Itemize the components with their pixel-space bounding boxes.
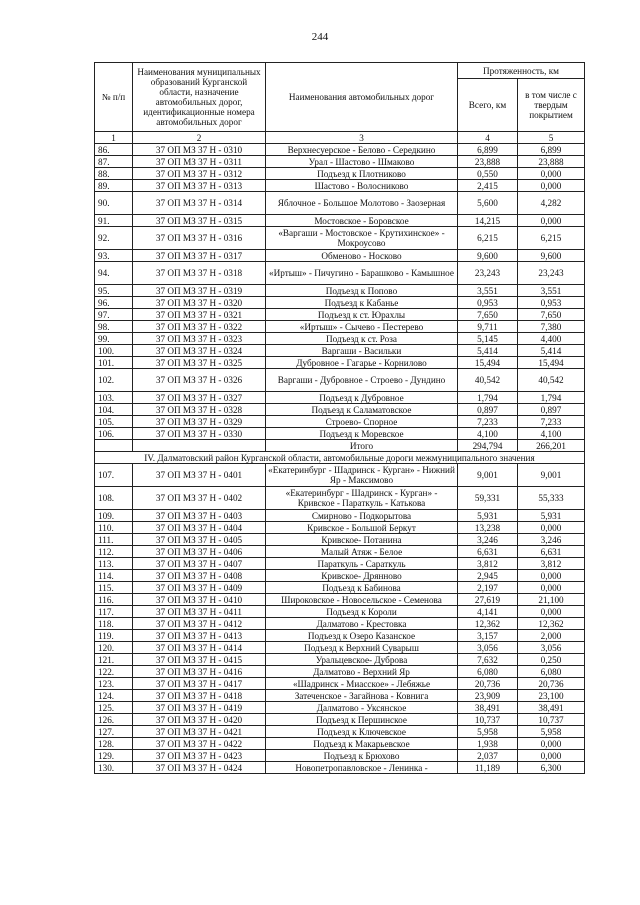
length-hard: 0,000 bbox=[518, 582, 585, 594]
table-row bbox=[95, 404, 585, 416]
length-total: 5,958 bbox=[458, 726, 518, 738]
table-row bbox=[95, 522, 585, 534]
length-total: 13,238 bbox=[458, 522, 518, 534]
road-id: 37 ОП МЗ 37 Н - 0414 bbox=[133, 642, 266, 654]
row-number: 90. bbox=[95, 192, 133, 215]
length-hard: 0,000 bbox=[518, 570, 585, 582]
header-municipality: Наименования муниципальных образований Курганской области, назначение автомобильных дорог, идентификационные номера автомобильных дорог bbox=[133, 63, 266, 132]
road-name: Подъезд к Озеро Казанское bbox=[266, 630, 458, 642]
road-name: Мостовское - Боровское bbox=[266, 215, 458, 227]
table-row bbox=[95, 558, 585, 570]
length-hard: 4,400 bbox=[518, 333, 585, 345]
road-id: 37 ОП МЗ 37 Н - 0402 bbox=[133, 487, 266, 510]
length-total: 2,197 bbox=[458, 582, 518, 594]
length-hard: 0,000 bbox=[518, 738, 585, 750]
table-header bbox=[95, 63, 585, 144]
road-id: 37 ОП МЗ 37 Н - 0313 bbox=[133, 180, 266, 192]
road-id: 37 ОП МЗ 37 Н - 0321 bbox=[133, 309, 266, 321]
road-id: 37 ОП МЗ 37 Н - 0413 bbox=[133, 630, 266, 642]
row-number: 109. bbox=[95, 510, 133, 522]
road-id: 37 ОП МЗ 37 Н - 0401 bbox=[133, 464, 266, 487]
table-row bbox=[95, 309, 585, 321]
row-number: 103. bbox=[95, 392, 133, 404]
road-id: 37 ОП МЗ 37 Н - 0315 bbox=[133, 215, 266, 227]
length-total: 3,157 bbox=[458, 630, 518, 642]
length-hard: 23,243 bbox=[518, 262, 585, 285]
length-hard: 5,931 bbox=[518, 510, 585, 522]
length-hard: 3,056 bbox=[518, 642, 585, 654]
length-hard: 3,812 bbox=[518, 558, 585, 570]
row-number: 129. bbox=[95, 750, 133, 762]
road-name: Подъезд к Кабанье bbox=[266, 297, 458, 309]
road-name: Подъезд к Саламатовское bbox=[266, 404, 458, 416]
road-id: 37 ОП МЗ 37 Н - 0419 bbox=[133, 702, 266, 714]
length-total: 1,938 bbox=[458, 738, 518, 750]
road-id: 37 ОП МЗ 37 Н - 0310 bbox=[133, 144, 266, 156]
length-hard: 6,631 bbox=[518, 546, 585, 558]
table-row bbox=[95, 546, 585, 558]
table-row bbox=[95, 392, 585, 404]
row-number: 123. bbox=[95, 678, 133, 690]
road-name: Строево- Спорное bbox=[266, 416, 458, 428]
header-length: Протяженность, км bbox=[458, 63, 585, 79]
road-id: 37 ОП МЗ 37 Н - 0416 bbox=[133, 666, 266, 678]
table-row bbox=[95, 702, 585, 714]
length-hard: 1,794 bbox=[518, 392, 585, 404]
length-total: 23,909 bbox=[458, 690, 518, 702]
header-index: 4 bbox=[458, 132, 518, 144]
row-number: 104. bbox=[95, 404, 133, 416]
road-id: 37 ОП МЗ 37 Н - 0417 bbox=[133, 678, 266, 690]
roads-table bbox=[94, 62, 585, 774]
row-number: 110. bbox=[95, 522, 133, 534]
road-id: 37 ОП МЗ 37 Н - 0326 bbox=[133, 369, 266, 392]
total-hard: 266,201 bbox=[518, 440, 585, 452]
row-number: 95. bbox=[95, 285, 133, 297]
road-name: Подъезд к Верхний Суварыш bbox=[266, 642, 458, 654]
length-total: 3,056 bbox=[458, 642, 518, 654]
table-row bbox=[95, 416, 585, 428]
row-number: 117. bbox=[95, 606, 133, 618]
table-row bbox=[95, 168, 585, 180]
length-total: 7,632 bbox=[458, 654, 518, 666]
row-number: 111. bbox=[95, 534, 133, 546]
table-row bbox=[95, 227, 585, 250]
road-name: Яблочное - Большое Молотово - Заозерная bbox=[266, 192, 458, 215]
row-number: 115. bbox=[95, 582, 133, 594]
table-total bbox=[95, 440, 585, 464]
length-hard: 6,215 bbox=[518, 227, 585, 250]
length-hard: 10,737 bbox=[518, 714, 585, 726]
section-title: IV. Далматовский район Курганской области, автомобильные дороги межмуниципального значения bbox=[95, 452, 585, 464]
length-hard: 7,380 bbox=[518, 321, 585, 333]
road-name: Смирново - Подкорытова bbox=[266, 510, 458, 522]
table-row bbox=[95, 678, 585, 690]
road-name: Подъезд к Попово bbox=[266, 285, 458, 297]
length-total: 5,931 bbox=[458, 510, 518, 522]
road-id: 37 ОП МЗ 37 Н - 0405 bbox=[133, 534, 266, 546]
row-number: 113. bbox=[95, 558, 133, 570]
length-hard: 2,000 bbox=[518, 630, 585, 642]
page-number: 244 bbox=[311, 31, 329, 43]
length-total: 2,945 bbox=[458, 570, 518, 582]
length-total: 1,794 bbox=[458, 392, 518, 404]
road-name: Варгаши - Дубровное - Строево - Дундино bbox=[266, 369, 458, 392]
length-hard: 6,300 bbox=[518, 762, 585, 774]
table-row bbox=[95, 582, 585, 594]
road-id: 37 ОП МЗ 37 Н - 0403 bbox=[133, 510, 266, 522]
table-row bbox=[95, 594, 585, 606]
length-total: 38,491 bbox=[458, 702, 518, 714]
table-body-part2 bbox=[95, 464, 585, 774]
length-hard: 0,000 bbox=[518, 522, 585, 534]
row-number: 100. bbox=[95, 345, 133, 357]
length-hard: 9,001 bbox=[518, 464, 585, 487]
road-id: 37 ОП МЗ 37 Н - 0420 bbox=[133, 714, 266, 726]
table-row bbox=[95, 570, 585, 582]
header-index: 5 bbox=[518, 132, 585, 144]
road-id: 37 ОП МЗ 37 Н - 0408 bbox=[133, 570, 266, 582]
road-name: Шастово - Волосниково bbox=[266, 180, 458, 192]
table-row bbox=[95, 428, 585, 440]
table-row bbox=[95, 618, 585, 630]
road-id: 37 ОП МЗ 37 Н - 0422 bbox=[133, 738, 266, 750]
road-id: 37 ОП МЗ 37 Н - 0410 bbox=[133, 594, 266, 606]
table-row bbox=[95, 762, 585, 774]
length-total: 2,037 bbox=[458, 750, 518, 762]
table-row bbox=[95, 630, 585, 642]
table-row bbox=[95, 750, 585, 762]
road-id: 37 ОП МЗ 37 Н - 0319 bbox=[133, 285, 266, 297]
length-total: 23,888 bbox=[458, 156, 518, 168]
road-name: Урал - Шастово - Шмаково bbox=[266, 156, 458, 168]
length-hard: 15,494 bbox=[518, 357, 585, 369]
road-name: «Иртыш» - Пичугино - Барашково - Камышное bbox=[266, 262, 458, 285]
length-total: 0,897 bbox=[458, 404, 518, 416]
length-total: 9,600 bbox=[458, 250, 518, 262]
length-total: 4,141 bbox=[458, 606, 518, 618]
row-number: 99. bbox=[95, 333, 133, 345]
road-id: 37 ОП МЗ 37 Н - 0424 bbox=[133, 762, 266, 774]
length-hard: 23,888 bbox=[518, 156, 585, 168]
length-total: 5,414 bbox=[458, 345, 518, 357]
road-id: 37 ОП МЗ 37 Н - 0323 bbox=[133, 333, 266, 345]
table-row bbox=[95, 357, 585, 369]
row-number: 106. bbox=[95, 428, 133, 440]
header-length-hard: в том числе с твердым покрытием bbox=[518, 79, 585, 132]
length-total: 7,233 bbox=[458, 416, 518, 428]
road-name: Подъезд к ст. Роза bbox=[266, 333, 458, 345]
road-id: 37 ОП МЗ 37 Н - 0324 bbox=[133, 345, 266, 357]
length-hard: 12,362 bbox=[518, 618, 585, 630]
road-name: Затеченское - Загайнова - Ковнига bbox=[266, 690, 458, 702]
row-number: 128. bbox=[95, 738, 133, 750]
table-row bbox=[95, 642, 585, 654]
road-name: Подъезд к Брюхово bbox=[266, 750, 458, 762]
length-hard: 23,100 bbox=[518, 690, 585, 702]
road-id: 37 ОП МЗ 37 Н - 0423 bbox=[133, 750, 266, 762]
road-name: Кривское- Потанина bbox=[266, 534, 458, 546]
length-total: 0,953 bbox=[458, 297, 518, 309]
row-number: 125. bbox=[95, 702, 133, 714]
length-total: 3,812 bbox=[458, 558, 518, 570]
length-hard: 0,000 bbox=[518, 215, 585, 227]
road-id: 37 ОП МЗ 37 Н - 0406 bbox=[133, 546, 266, 558]
row-number: 92. bbox=[95, 227, 133, 250]
road-name: Кривское - Большой Беркут bbox=[266, 522, 458, 534]
row-number: 114. bbox=[95, 570, 133, 582]
road-name: Варгаши - Васильки bbox=[266, 345, 458, 357]
row-number: 116. bbox=[95, 594, 133, 606]
road-name: Подъезд к Дубровное bbox=[266, 392, 458, 404]
table-body-part1 bbox=[95, 144, 585, 440]
length-total: 23,243 bbox=[458, 262, 518, 285]
row-number: 97. bbox=[95, 309, 133, 321]
table-row bbox=[95, 262, 585, 285]
length-total: 27,619 bbox=[458, 594, 518, 606]
row-number: 105. bbox=[95, 416, 133, 428]
road-id: 37 ОП МЗ 37 Н - 0329 bbox=[133, 416, 266, 428]
road-name: Верхнесуерское - Белово - Середкино bbox=[266, 144, 458, 156]
row-number: 102. bbox=[95, 369, 133, 392]
row-number: 120. bbox=[95, 642, 133, 654]
length-total: 4,100 bbox=[458, 428, 518, 440]
road-name: Далматово - Уксянское bbox=[266, 702, 458, 714]
road-name: Обменово - Носково bbox=[266, 250, 458, 262]
row-number: 96. bbox=[95, 297, 133, 309]
length-total: 9,001 bbox=[458, 464, 518, 487]
length-total: 0,550 bbox=[458, 168, 518, 180]
row-number: 101. bbox=[95, 357, 133, 369]
row-number: 98. bbox=[95, 321, 133, 333]
road-name: Далматово - Крестовка bbox=[266, 618, 458, 630]
length-total: 6,899 bbox=[458, 144, 518, 156]
row-number: 86. bbox=[95, 144, 133, 156]
road-name: Подъезд к Макарьевское bbox=[266, 738, 458, 750]
total-length: 294,794 bbox=[458, 440, 518, 452]
road-id: 37 ОП МЗ 37 Н - 0314 bbox=[133, 192, 266, 215]
road-name: «Варгаши - Мостовское - Крутихинское» - Мокроусово bbox=[266, 227, 458, 250]
table-row bbox=[95, 345, 585, 357]
length-hard: 55,333 bbox=[518, 487, 585, 510]
road-name: Подъезд к ст. Юрахлы bbox=[266, 309, 458, 321]
road-id: 37 ОП МЗ 37 Н - 0317 bbox=[133, 250, 266, 262]
table-row bbox=[95, 738, 585, 750]
road-name: Подъезд к Моревское bbox=[266, 428, 458, 440]
road-id: 37 ОП МЗ 37 Н - 0418 bbox=[133, 690, 266, 702]
row-number: 94. bbox=[95, 262, 133, 285]
row-number: 107. bbox=[95, 464, 133, 487]
table-row bbox=[95, 654, 585, 666]
length-hard: 6,899 bbox=[518, 144, 585, 156]
length-total: 9,711 bbox=[458, 321, 518, 333]
road-name: Подъезд к Ключевское bbox=[266, 726, 458, 738]
header-length-total: Всего, км bbox=[458, 79, 518, 132]
road-name: Уральцевское- Дуброва bbox=[266, 654, 458, 666]
row-number: 130. bbox=[95, 762, 133, 774]
road-id: 37 ОП МЗ 37 Н - 0415 bbox=[133, 654, 266, 666]
row-number: 87. bbox=[95, 156, 133, 168]
header-road-name: Наименования автомобильных дорог bbox=[266, 63, 458, 132]
length-total: 3,551 bbox=[458, 285, 518, 297]
length-hard: 7,650 bbox=[518, 309, 585, 321]
table-row bbox=[95, 333, 585, 345]
table-row bbox=[95, 321, 585, 333]
road-name: Дубровное - Гагарье - Корнилово bbox=[266, 357, 458, 369]
length-hard: 0,250 bbox=[518, 654, 585, 666]
length-total: 11,189 bbox=[458, 762, 518, 774]
row-number: 122. bbox=[95, 666, 133, 678]
row-number: 88. bbox=[95, 168, 133, 180]
row-number: 127. bbox=[95, 726, 133, 738]
road-name: Подъезд к Короли bbox=[266, 606, 458, 618]
table-row bbox=[95, 156, 585, 168]
row-number: 108. bbox=[95, 487, 133, 510]
length-hard: 6,080 bbox=[518, 666, 585, 678]
length-total: 14,215 bbox=[458, 215, 518, 227]
table-row bbox=[95, 144, 585, 156]
length-hard: 3,551 bbox=[518, 285, 585, 297]
row-number: 119. bbox=[95, 630, 133, 642]
road-id: 37 ОП МЗ 37 Н - 0320 bbox=[133, 297, 266, 309]
length-hard: 5,414 bbox=[518, 345, 585, 357]
road-id: 37 ОП МЗ 37 Н - 0312 bbox=[133, 168, 266, 180]
road-name: «Шадринск - Миасское» - Лебяжье bbox=[266, 678, 458, 690]
road-id: 37 ОП МЗ 37 Н - 0328 bbox=[133, 404, 266, 416]
length-hard: 38,491 bbox=[518, 702, 585, 714]
length-total: 59,331 bbox=[458, 487, 518, 510]
road-name: Далматово - Верхний Яр bbox=[266, 666, 458, 678]
length-total: 40,542 bbox=[458, 369, 518, 392]
row-number: 91. bbox=[95, 215, 133, 227]
table-row bbox=[95, 726, 585, 738]
table-row bbox=[95, 534, 585, 546]
length-hard: 40,542 bbox=[518, 369, 585, 392]
table-row bbox=[95, 285, 585, 297]
length-total: 5,145 bbox=[458, 333, 518, 345]
road-name: Подъезд к Першинское bbox=[266, 714, 458, 726]
length-hard: 20,736 bbox=[518, 678, 585, 690]
length-hard: 0,000 bbox=[518, 606, 585, 618]
row-number: 126. bbox=[95, 714, 133, 726]
table-row bbox=[95, 192, 585, 215]
length-total: 3,246 bbox=[458, 534, 518, 546]
length-hard: 0,000 bbox=[518, 180, 585, 192]
table-row bbox=[95, 297, 585, 309]
length-total: 6,080 bbox=[458, 666, 518, 678]
road-id: 37 ОП МЗ 37 Н - 0311 bbox=[133, 156, 266, 168]
road-name: Подъезд к Бабинова bbox=[266, 582, 458, 594]
row-number: 124. bbox=[95, 690, 133, 702]
table-row bbox=[95, 690, 585, 702]
table-row bbox=[95, 250, 585, 262]
road-id: 37 ОП МЗ 37 Н - 0404 bbox=[133, 522, 266, 534]
table-row bbox=[95, 666, 585, 678]
table-row bbox=[95, 487, 585, 510]
header-number: № п/п bbox=[95, 63, 133, 132]
length-hard: 7,233 bbox=[518, 416, 585, 428]
road-id: 37 ОП МЗ 37 Н - 0327 bbox=[133, 392, 266, 404]
length-hard: 4,100 bbox=[518, 428, 585, 440]
road-name: Новопетропавловское - Ленинка - bbox=[266, 762, 458, 774]
road-id: 37 ОП МЗ 37 Н - 0411 bbox=[133, 606, 266, 618]
length-hard: 0,897 bbox=[518, 404, 585, 416]
table-row bbox=[95, 180, 585, 192]
road-id: 37 ОП МЗ 37 Н - 0325 bbox=[133, 357, 266, 369]
road-id: 37 ОП МЗ 37 Н - 0322 bbox=[133, 321, 266, 333]
row-number: 89. bbox=[95, 180, 133, 192]
length-total: 5,600 bbox=[458, 192, 518, 215]
road-name: Параткуль - Сараткуль bbox=[266, 558, 458, 570]
table-row bbox=[95, 215, 585, 227]
length-hard: 0,000 bbox=[518, 168, 585, 180]
road-name: «Екатеринбург - Шадринск - Курган» - Кривское - Параткуль - Катькова bbox=[266, 487, 458, 510]
row-number: 121. bbox=[95, 654, 133, 666]
length-total: 7,650 bbox=[458, 309, 518, 321]
road-name: «Екатеринбург - Шадринск - Курган» - Нижний Яр - Максимово bbox=[266, 464, 458, 487]
row-number: 112. bbox=[95, 546, 133, 558]
table-row bbox=[95, 714, 585, 726]
road-id: 37 ОП МЗ 37 Н - 0409 bbox=[133, 582, 266, 594]
length-hard: 0,000 bbox=[518, 750, 585, 762]
row-number: 118. bbox=[95, 618, 133, 630]
length-total: 6,215 bbox=[458, 227, 518, 250]
length-hard: 21,100 bbox=[518, 594, 585, 606]
table-row bbox=[95, 510, 585, 522]
length-total: 6,631 bbox=[458, 546, 518, 558]
row-number: 93. bbox=[95, 250, 133, 262]
length-total: 10,737 bbox=[458, 714, 518, 726]
length-hard: 5,958 bbox=[518, 726, 585, 738]
length-total: 12,362 bbox=[458, 618, 518, 630]
header-index: 2 bbox=[133, 132, 266, 144]
total-label: Итого bbox=[266, 440, 458, 452]
road-id: 37 ОП МЗ 37 Н - 0412 bbox=[133, 618, 266, 630]
road-id: 37 ОП МЗ 37 Н - 0318 bbox=[133, 262, 266, 285]
road-name: «Иртыш» - Сычево - Пестерево bbox=[266, 321, 458, 333]
length-hard: 9,600 bbox=[518, 250, 585, 262]
road-name: Кривское- Дрянново bbox=[266, 570, 458, 582]
length-total: 2,415 bbox=[458, 180, 518, 192]
road-name: Подъезд к Плотниково bbox=[266, 168, 458, 180]
length-total: 15,494 bbox=[458, 357, 518, 369]
header-index-row bbox=[95, 132, 585, 144]
road-name: Малый Атяж - Белое bbox=[266, 546, 458, 558]
road-id: 37 ОП МЗ 37 Н - 0407 bbox=[133, 558, 266, 570]
total-row bbox=[95, 440, 585, 452]
table-row bbox=[95, 464, 585, 487]
length-hard: 3,246 bbox=[518, 534, 585, 546]
header-index: 1 bbox=[95, 132, 133, 144]
length-total: 20,736 bbox=[458, 678, 518, 690]
road-id: 37 ОП МЗ 37 Н - 0330 bbox=[133, 428, 266, 440]
header-index: 3 bbox=[266, 132, 458, 144]
section-row bbox=[95, 452, 585, 464]
road-id: 37 ОП МЗ 37 Н - 0316 bbox=[133, 227, 266, 250]
length-hard: 0,953 bbox=[518, 297, 585, 309]
table-row bbox=[95, 369, 585, 392]
road-id: 37 ОП МЗ 37 Н - 0421 bbox=[133, 726, 266, 738]
length-hard: 4,282 bbox=[518, 192, 585, 215]
road-name: Широковское - Новосельское - Семенова bbox=[266, 594, 458, 606]
table-row bbox=[95, 606, 585, 618]
